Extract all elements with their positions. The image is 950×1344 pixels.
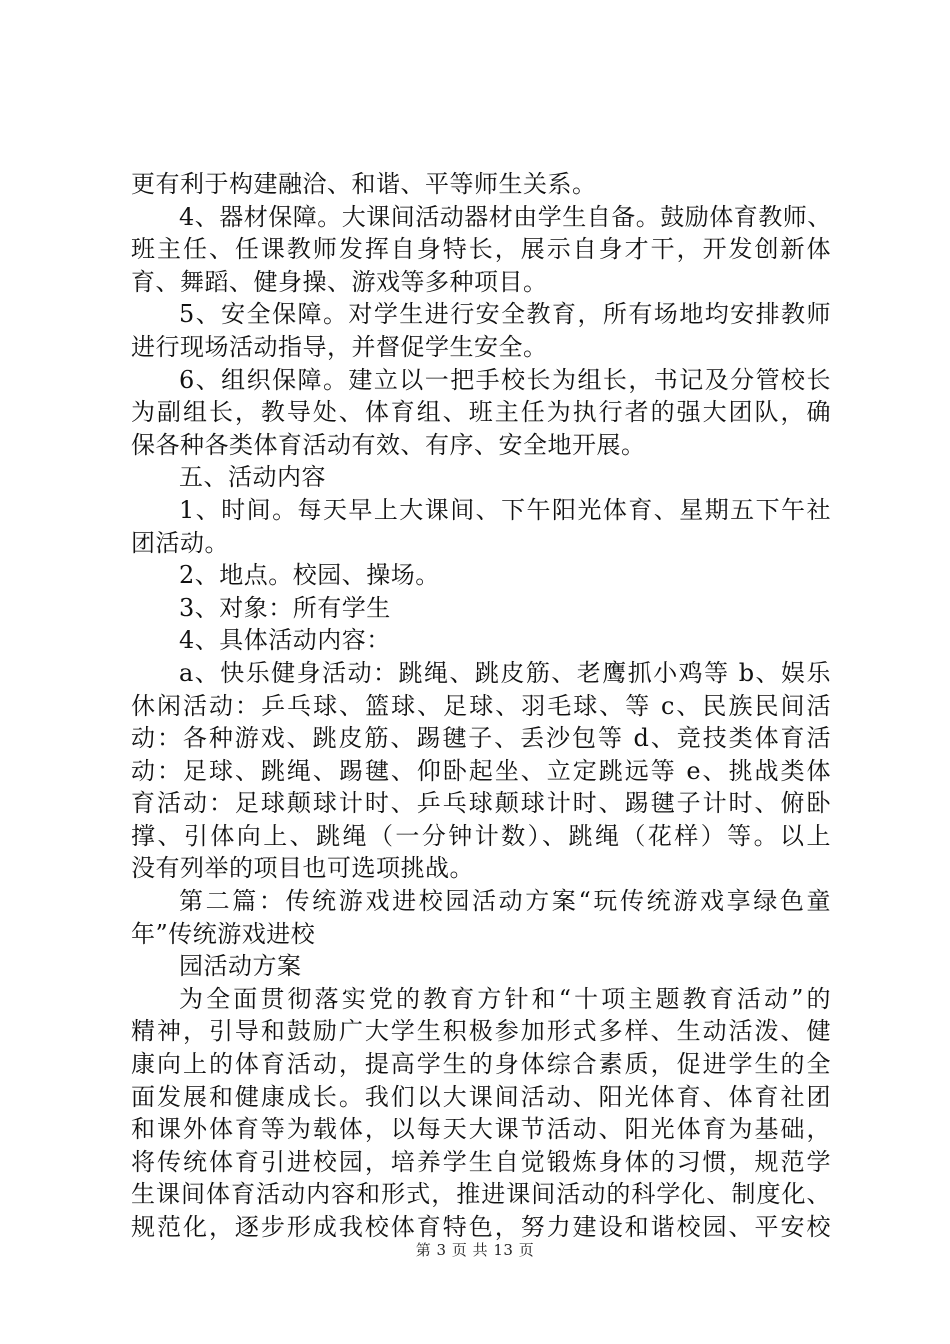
text-line: 休闲活动：乒乓球、篮球、足球、羽毛球、等 c、民族民间活 bbox=[131, 691, 831, 720]
text-line: 园活动方案 bbox=[179, 952, 302, 981]
text-line: 没有列举的项目也可选项挑战。 bbox=[131, 854, 474, 883]
text-line: 规范化，逐步形成我校体育特色，努力建设和谐校园、平安校 bbox=[131, 1213, 831, 1241]
text-line: 第二篇：传统游戏进校园活动方案“玩传统游戏享绿色童 bbox=[179, 887, 831, 916]
text-line: 为副组长，教导处、体育组、班主任为执行者的强大团队，确 bbox=[131, 398, 831, 427]
text-line: 为全面贯彻落实党的教育方针和“十项主题教育活动”的 bbox=[179, 984, 831, 1013]
text-line: 4、具体活动内容： bbox=[179, 626, 391, 655]
text-line: 动：各种游戏、跳皮筋、踢毽子、丢沙包等 d、竞技类体育活 bbox=[131, 724, 831, 753]
document-body bbox=[131, 168, 831, 1244]
text-line: 4、器材保障。大课间活动器材由学生自备。鼓励体育教师、 bbox=[179, 202, 832, 231]
text-line: 育活动：足球颠球计时、乒乓球颠球计时、踢毽子计时、俯卧 bbox=[131, 789, 831, 818]
text-line: 撑、引体向上、跳绳（一分钟计数）、跳绳（花样）等。以上 bbox=[131, 821, 831, 850]
text-line: 团活动。 bbox=[131, 528, 229, 557]
text-line: 将传统体育引进校园，培养学生自觉锻炼身体的习惯，规范学 bbox=[131, 1147, 831, 1176]
text-line: 面发展和健康成长。我们以大课间活动、阳光体育、体育社团 bbox=[131, 1082, 831, 1111]
text-line: 精神，引导和鼓励广大学生积极参加形式多样、生动活泼、健 bbox=[131, 1017, 831, 1046]
text-line: 保各种各类体育活动有效、有序、安全地开展。 bbox=[131, 430, 646, 459]
text-line: a、快乐健身活动：跳绳、跳皮筋、老鹰抓小鸡等 b、娱乐 bbox=[179, 658, 831, 687]
text-line: 年”传统游戏进校 bbox=[131, 919, 316, 948]
text-line: 6、组织保障。建立以一把手校长为组长，书记及分管校长 bbox=[179, 365, 831, 394]
text-line: 康向上的体育活动，提高学生的身体综合素质，促进学生的全 bbox=[131, 1050, 831, 1079]
text-line: 5、安全保障。对学生进行安全教育，所有场地均安排教师 bbox=[179, 300, 831, 329]
text-line: 1、时间。每天早上大课间、下午阳光体育、星期五下午社 bbox=[179, 495, 831, 524]
text-line: 生课间体育活动内容和形式，推进课间活动的科学化、制度化、 bbox=[131, 1180, 831, 1209]
text-line: 更有利于构建融洽、和谐、平等师生关系。 bbox=[131, 170, 597, 198]
page-footer: 第 3 页 共 13 页 bbox=[415, 1241, 535, 1259]
text-line: 进行现场活动指导，并督促学生安全。 bbox=[131, 332, 548, 361]
text-line: 和课外体育等为载体，以每天大课节活动、阳光体育为基础， bbox=[131, 1115, 831, 1144]
text-line: 2、地点。校园、操场。 bbox=[179, 561, 440, 590]
text-line: 3、对象：所有学生 bbox=[179, 593, 391, 622]
text-line: 班主任、任课教师发挥自身特长，展示自身才干，开发创新体 bbox=[131, 235, 831, 264]
text-line: 育、舞蹈、健身操、游戏等多种项目。 bbox=[131, 267, 548, 296]
text-line: 五、活动内容 bbox=[179, 463, 326, 492]
text-line: 动：足球、跳绳、踢毽、仰卧起坐、立定跳远等 e、挑战类体 bbox=[131, 756, 831, 785]
